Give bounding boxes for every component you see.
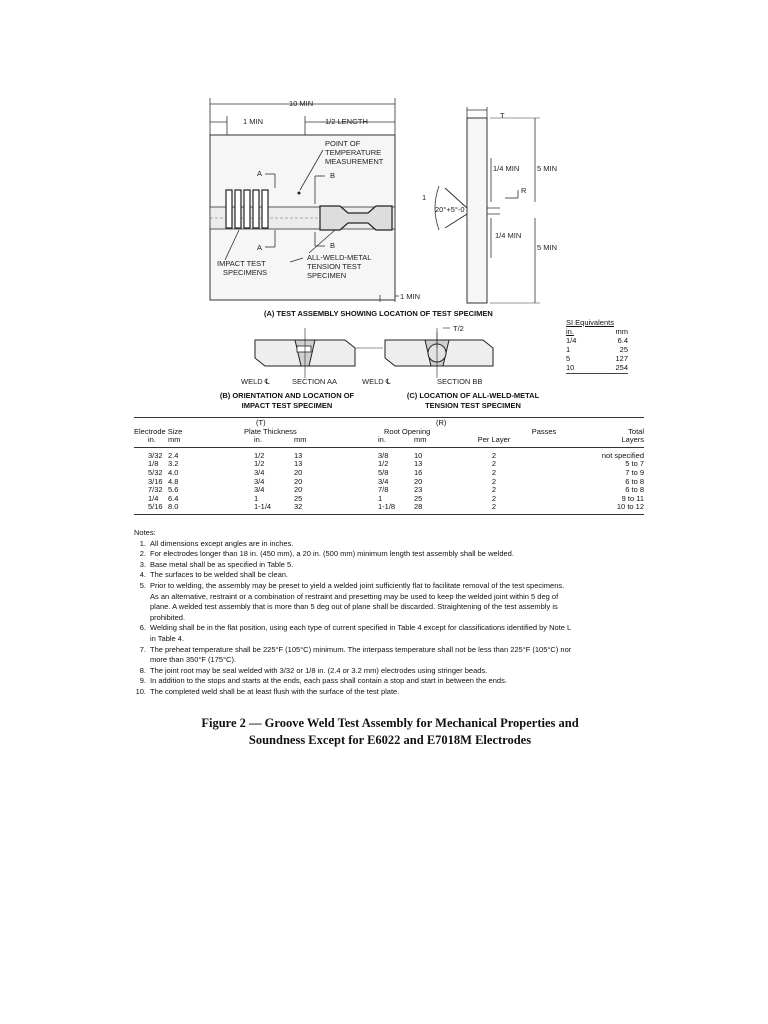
table-cell: 2.4 bbox=[168, 450, 179, 460]
note-line: In addition to the stops and starts at the ends, each pass shall contain a stop and start in between the ends. bbox=[150, 676, 507, 686]
note-text bbox=[150, 570, 654, 581]
dim-5min-top: 5 MIN bbox=[537, 164, 558, 173]
header-plate: Plate Thickness bbox=[244, 426, 297, 436]
note-line: plane. A welded test assembly that is more than 5 deg out of plane shall be discarded. Straightening of the test assembly is bbox=[150, 602, 558, 612]
header-mm: mm bbox=[168, 435, 181, 445]
table-cell: 3/4 bbox=[254, 476, 265, 486]
note-text bbox=[150, 581, 654, 623]
table-row bbox=[134, 503, 644, 512]
table-cell: 6 to 8 bbox=[625, 485, 644, 495]
label-b-top: B bbox=[330, 171, 336, 180]
table-cell: 4.8 bbox=[168, 476, 179, 486]
note-item bbox=[134, 549, 654, 560]
note-text bbox=[150, 539, 654, 550]
table-cell: 3/16 bbox=[148, 476, 163, 486]
angle: 20°+5°-0 bbox=[435, 205, 465, 214]
table-cell: 9 to 11 bbox=[621, 493, 644, 503]
note-line: Welding shall be in the flat position, using each type of current specified in Table 4 except for classifications identified by Note L bbox=[150, 623, 572, 633]
table-cell: 5 to 7 bbox=[625, 459, 644, 469]
dim-10min: 10 MIN bbox=[289, 99, 314, 108]
dim-r: R bbox=[521, 186, 527, 195]
note-item bbox=[134, 687, 654, 698]
si-col-mm: mm bbox=[615, 327, 628, 336]
note-text bbox=[150, 676, 654, 687]
impact-test-2: SPECIMENS bbox=[223, 268, 268, 277]
table-cell: 7 to 9 bbox=[625, 467, 644, 477]
table-cell: 6 to 8 bbox=[625, 476, 644, 486]
all-weld-metal-2: TENSION TEST bbox=[307, 262, 362, 271]
caption-b-line-2: IMPACT TEST SPECIMEN bbox=[241, 401, 333, 410]
header-r: (R) bbox=[436, 418, 447, 427]
table-row bbox=[134, 478, 644, 487]
note-line: more than 350°F (175°C). bbox=[150, 655, 237, 665]
table-cell: 3/4 bbox=[378, 476, 389, 486]
section-aa: SECTION AA bbox=[292, 377, 338, 386]
table-cell: 13 bbox=[414, 459, 423, 469]
table-cell: 7/8 bbox=[378, 485, 389, 495]
si-divider bbox=[566, 373, 628, 374]
notes-list bbox=[134, 539, 654, 698]
table-cell: 3.2 bbox=[168, 459, 179, 469]
si-row-mm: 25 bbox=[619, 345, 628, 354]
header-t: (T) bbox=[256, 418, 266, 427]
table-cell: 2 bbox=[491, 459, 497, 469]
note-number: 2. bbox=[139, 549, 146, 559]
si-row-in: 5 bbox=[566, 354, 571, 363]
note-line: As an alternative, restraint or a combination of restraint and presetting may be used to keep the welded joint within 5 deg of bbox=[150, 591, 559, 601]
table-cell: 20 bbox=[294, 476, 303, 486]
note-item bbox=[134, 560, 654, 571]
table-cell: 7/32 bbox=[148, 485, 163, 495]
header-in: in. bbox=[378, 435, 386, 445]
si-row-mm: 6.4 bbox=[617, 336, 628, 345]
table-row bbox=[134, 460, 644, 469]
table-cell: 3/4 bbox=[254, 485, 265, 495]
section-bb: SECTION BB bbox=[437, 377, 483, 386]
header-in: in. bbox=[148, 435, 156, 445]
table-cell: 6.4 bbox=[168, 493, 179, 503]
table-cell: 2 bbox=[491, 467, 497, 477]
header-in: in. bbox=[254, 435, 262, 445]
table-cell: 25 bbox=[414, 493, 423, 503]
table-cell: 1/8 bbox=[148, 459, 159, 469]
table-cell: 5/32 bbox=[148, 467, 163, 477]
table-cell: 5.6 bbox=[168, 485, 179, 495]
note-line: All dimensions except angles are in inches. bbox=[150, 538, 294, 548]
table-cell: 5/16 bbox=[148, 502, 163, 512]
caption-c-line-1: (C) LOCATION OF ALL-WELD-METAL bbox=[406, 391, 540, 400]
note-item bbox=[134, 570, 654, 581]
table-cell: 1/2 bbox=[254, 450, 265, 460]
note-number: 4. bbox=[139, 570, 146, 580]
header-root: Root Opening bbox=[384, 426, 431, 436]
si-title: SI Equivalents bbox=[566, 318, 614, 327]
table-body bbox=[134, 452, 644, 512]
section-drawings bbox=[225, 318, 535, 390]
table-cell: 28 bbox=[414, 502, 423, 512]
table-cell: 32 bbox=[294, 502, 303, 512]
note-number: 5. bbox=[139, 580, 146, 590]
note-line: prohibited. bbox=[150, 612, 186, 622]
table-cell: 1/2 bbox=[254, 459, 265, 469]
table-cell: 2 bbox=[491, 450, 497, 460]
note-text bbox=[150, 560, 654, 571]
note-number: 1. bbox=[139, 538, 146, 548]
caption-c-line-2: TENSION TEST SPECIMEN bbox=[425, 401, 521, 410]
si-row-mm: 254 bbox=[615, 363, 628, 372]
table-cell: 23 bbox=[414, 485, 423, 495]
note-item bbox=[134, 581, 654, 623]
table-cell: 20 bbox=[294, 485, 303, 495]
table-cell: 1/2 bbox=[378, 459, 389, 469]
si-row-in: 10 bbox=[566, 363, 575, 372]
figure-caption bbox=[150, 715, 630, 749]
table-header-rule bbox=[134, 447, 644, 448]
table-cell: 3/32 bbox=[148, 450, 163, 460]
note-number: 9. bbox=[139, 676, 146, 686]
dim-half-length: 1/2 LENGTH bbox=[325, 117, 368, 126]
figure-caption-line-2: Soundness Except for E6022 and E7018M Electrodes bbox=[248, 733, 532, 747]
si-col-in: in. bbox=[566, 327, 574, 336]
note-item bbox=[134, 539, 654, 550]
note-line: Prior to welding, the assembly may be preset to yield a welded joint sufficiently flat to facilitate removal of the test specimens. bbox=[150, 580, 565, 590]
table-cell: 13 bbox=[294, 450, 303, 460]
table-cell: not specified bbox=[601, 450, 644, 460]
table-cell: 8.0 bbox=[168, 502, 179, 512]
table-cell: 4.0 bbox=[168, 467, 179, 477]
header-passes: Passes bbox=[531, 426, 557, 436]
dim-5min-bottom: 5 MIN bbox=[537, 243, 558, 252]
note-line: For electrodes longer than 18 in. (450 mm), a 20 in. (500 mm) minimum length test assembly shall be welded. bbox=[150, 549, 514, 559]
note-text bbox=[150, 623, 654, 644]
note-item bbox=[134, 666, 654, 677]
all-weld-metal-3: SPECIMEN bbox=[307, 271, 347, 280]
si-row-in: 1 bbox=[566, 345, 571, 354]
dim-t: T bbox=[500, 111, 505, 120]
caption-c bbox=[388, 391, 558, 411]
header-total: Total bbox=[628, 426, 644, 436]
table-cell: 3/4 bbox=[254, 467, 265, 477]
note-line: The surfaces to be welded shall be clean. bbox=[150, 570, 288, 580]
table-cell: 2 bbox=[491, 493, 497, 503]
table-cell: 20 bbox=[414, 476, 423, 486]
table-cell: 10 to 12 bbox=[616, 502, 644, 512]
note-item bbox=[134, 623, 654, 644]
si-equivalents bbox=[566, 318, 628, 374]
note-number: 6. bbox=[139, 623, 146, 633]
table-bottom-rule bbox=[134, 514, 644, 515]
note-text bbox=[150, 666, 654, 677]
dim-1min-top: 1 MIN bbox=[243, 117, 264, 126]
point-of-temp-3: MEASUREMENT bbox=[325, 157, 384, 166]
all-weld-metal-1: ALL-WELD-METAL bbox=[307, 253, 372, 262]
table-row bbox=[134, 469, 644, 478]
table-cell: 1-1/8 bbox=[378, 502, 396, 512]
electrode-table bbox=[134, 417, 644, 515]
test-assembly-drawing bbox=[195, 90, 595, 320]
notes bbox=[134, 528, 654, 698]
table-cell: 16 bbox=[414, 467, 423, 477]
caption-b bbox=[202, 391, 372, 411]
si-row-mm: 127 bbox=[615, 354, 628, 363]
impact-test-1: IMPACT TEST bbox=[217, 259, 266, 268]
note-line: The joint root may be seal welded with 3/32 or 1/8 in. (2.4 or 3.2 mm) electrodes using stringer beads. bbox=[150, 665, 488, 675]
dim-1-4min-bottom: 1/4 MIN bbox=[495, 231, 522, 240]
weld-cl-1: WELD ℄ bbox=[241, 377, 270, 386]
note-line: The preheat temperature shall be 225°F (105°C) minimum. The interpass temperature shall not be less than 225°F (105°C) nor bbox=[150, 644, 572, 654]
table-row bbox=[134, 452, 644, 461]
note-item bbox=[134, 676, 654, 687]
table-cell: 5/8 bbox=[378, 467, 389, 477]
table-cell: 3/8 bbox=[378, 450, 389, 460]
table-cell: 2 bbox=[491, 485, 497, 495]
point-of-temp-2: TEMPERATURE bbox=[325, 148, 382, 157]
si-row-in: 1/4 bbox=[566, 336, 577, 345]
table-cell: 2 bbox=[491, 476, 497, 486]
table-cell: 10 bbox=[414, 450, 423, 460]
note-line: in Table 4. bbox=[150, 633, 185, 643]
notes-title: Notes: bbox=[134, 528, 156, 537]
table-cell: 25 bbox=[294, 493, 303, 503]
note-text bbox=[150, 549, 654, 560]
dim-1min-bottom: 1 MIN bbox=[400, 292, 421, 301]
note-text bbox=[150, 687, 654, 698]
note-number: 10. bbox=[135, 686, 146, 696]
note-item bbox=[134, 645, 654, 666]
table-cell: 2 bbox=[491, 502, 497, 512]
note-line: The completed weld shall be at least flush with the surface of the test plate. bbox=[150, 686, 400, 696]
label-a-top: A bbox=[257, 169, 263, 178]
weld-cl-2: WELD ℄ bbox=[362, 377, 391, 386]
table-row bbox=[134, 486, 644, 495]
header-mm: mm bbox=[294, 435, 307, 445]
table-cell: 1-1/4 bbox=[254, 502, 272, 512]
figure-caption-line-1: Figure 2 — Groove Weld Test Assembly for Mechanical Properties and bbox=[201, 716, 579, 730]
table-top-rule bbox=[134, 417, 644, 418]
label-a-bottom: A bbox=[257, 243, 263, 252]
header-per-layer: Per Layer bbox=[477, 435, 511, 445]
table-cell: 1 bbox=[254, 493, 259, 503]
header-layers: Layers bbox=[621, 435, 644, 445]
caption-b-line-1: (B) ORIENTATION AND LOCATION OF bbox=[219, 391, 355, 400]
table-cell: 13 bbox=[294, 459, 303, 469]
table-cell: 1/4 bbox=[148, 493, 159, 503]
point-of-temp-1: POINT OF bbox=[325, 139, 361, 148]
header-electrode: Electrode Size bbox=[134, 426, 183, 436]
note-text bbox=[150, 645, 654, 666]
dim-1-4min-top: 1/4 MIN bbox=[493, 164, 520, 173]
label-b-bottom: B bbox=[330, 241, 336, 250]
t-half: T/2 bbox=[453, 324, 464, 333]
caption-a: (A) TEST ASSEMBLY SHOWING LOCATION OF TEST SPECIMEN bbox=[264, 309, 493, 318]
dim-1: 1 bbox=[422, 193, 427, 202]
note-line: Base metal shall be as specified in Table 5. bbox=[150, 559, 294, 569]
header-mm: mm bbox=[414, 435, 427, 445]
note-number: 3. bbox=[139, 559, 146, 569]
impact-specimens bbox=[226, 190, 268, 228]
note-number: 7. bbox=[139, 644, 146, 654]
table-cell: 20 bbox=[294, 467, 303, 477]
note-number: 8. bbox=[139, 665, 146, 675]
table-cell: 1 bbox=[378, 493, 383, 503]
